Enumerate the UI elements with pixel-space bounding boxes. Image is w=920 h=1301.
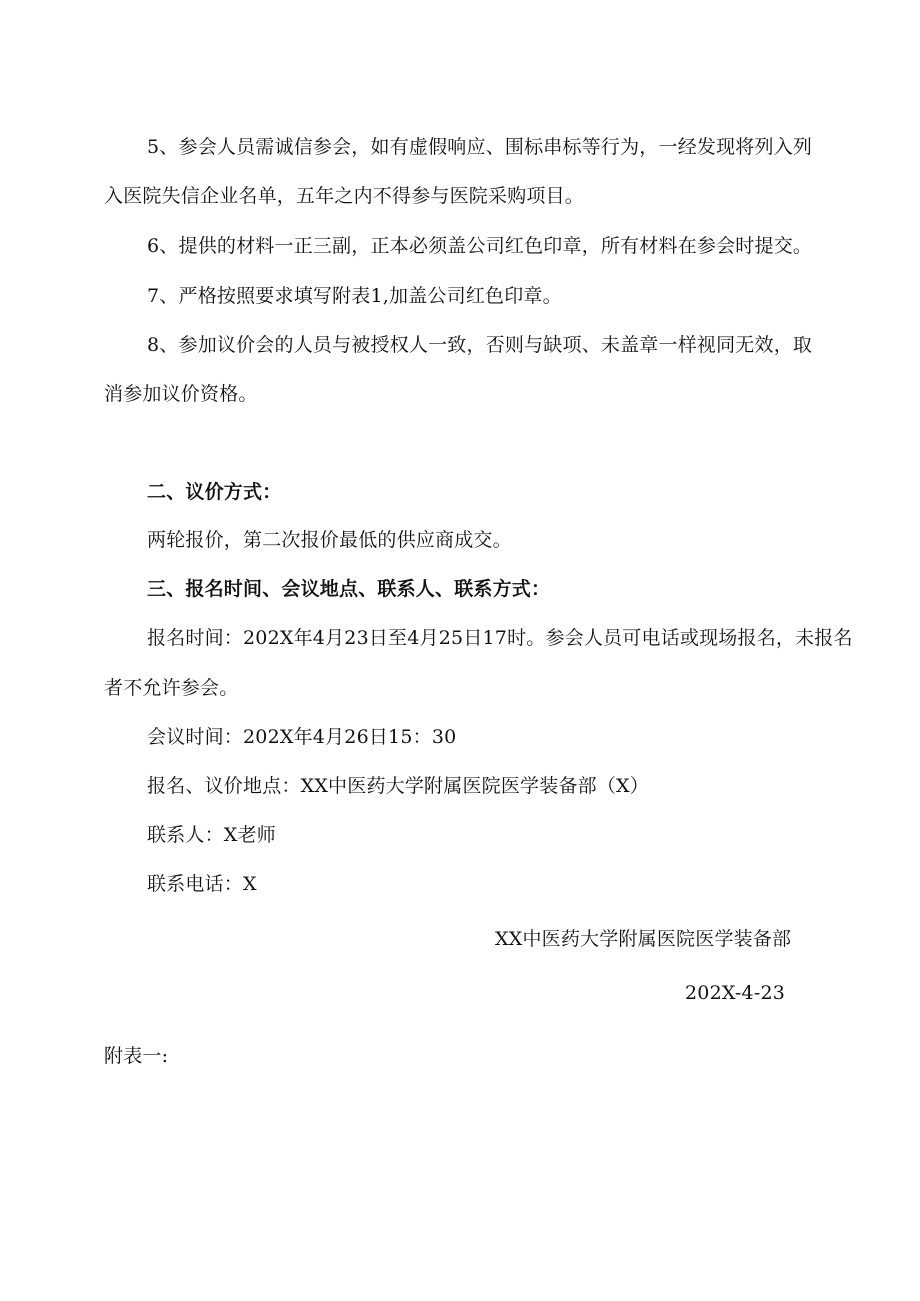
section-2-heading: 二、议价方式： [147, 481, 282, 503]
appendix-label: 附表一: [104, 1045, 169, 1067]
signature-date: 202X-4-23 [685, 982, 786, 1004]
item-6: 6、提供的材料一正三副，正本必须盖公司红色印章，所有材料在参会时提交。 [147, 235, 813, 257]
section-2-body: 两轮报价，第二次报价最低的供应商成交。 [147, 529, 512, 551]
meeting-location: 报名、议价地点：XX中医药大学附属医院医学装备部（X） [147, 775, 649, 797]
item-8-line-2: 消参加议价资格。 [104, 383, 258, 405]
registration-time-line-1: 报名时间：202X年4月23日至4月25日17时。参会人员可电话或现场报名，未报名 [147, 627, 853, 649]
registration-time-line-2: 者不允许参会。 [104, 677, 239, 699]
contact-person: 联系人：X老师 [147, 824, 276, 846]
item-5-line-1: 5、参会人员需诚信参会，如有虚假响应、围标串标等行为，一经发现将列入列 [147, 136, 813, 158]
item-5-line-2: 入医院失信企业名单，五年之内不得参与医院采购项目。 [104, 185, 585, 207]
meeting-time: 会议时间：202X年4月26日15：30 [147, 726, 457, 748]
item-7: 7、严格按照要求填写附表1,加盖公司红色印章。 [147, 285, 562, 307]
signature-org: XX中医药大学附属医院医学装备部 [495, 928, 792, 950]
item-8-line-1: 8、参加议价会的人员与被授权人一致，否则与缺项、未盖章一样视同无效，取 [147, 334, 813, 356]
contact-phone: 联系电话：X [147, 873, 257, 895]
section-3-heading: 三、报名时间、会议地点、联系人、联系方式： [147, 578, 551, 600]
